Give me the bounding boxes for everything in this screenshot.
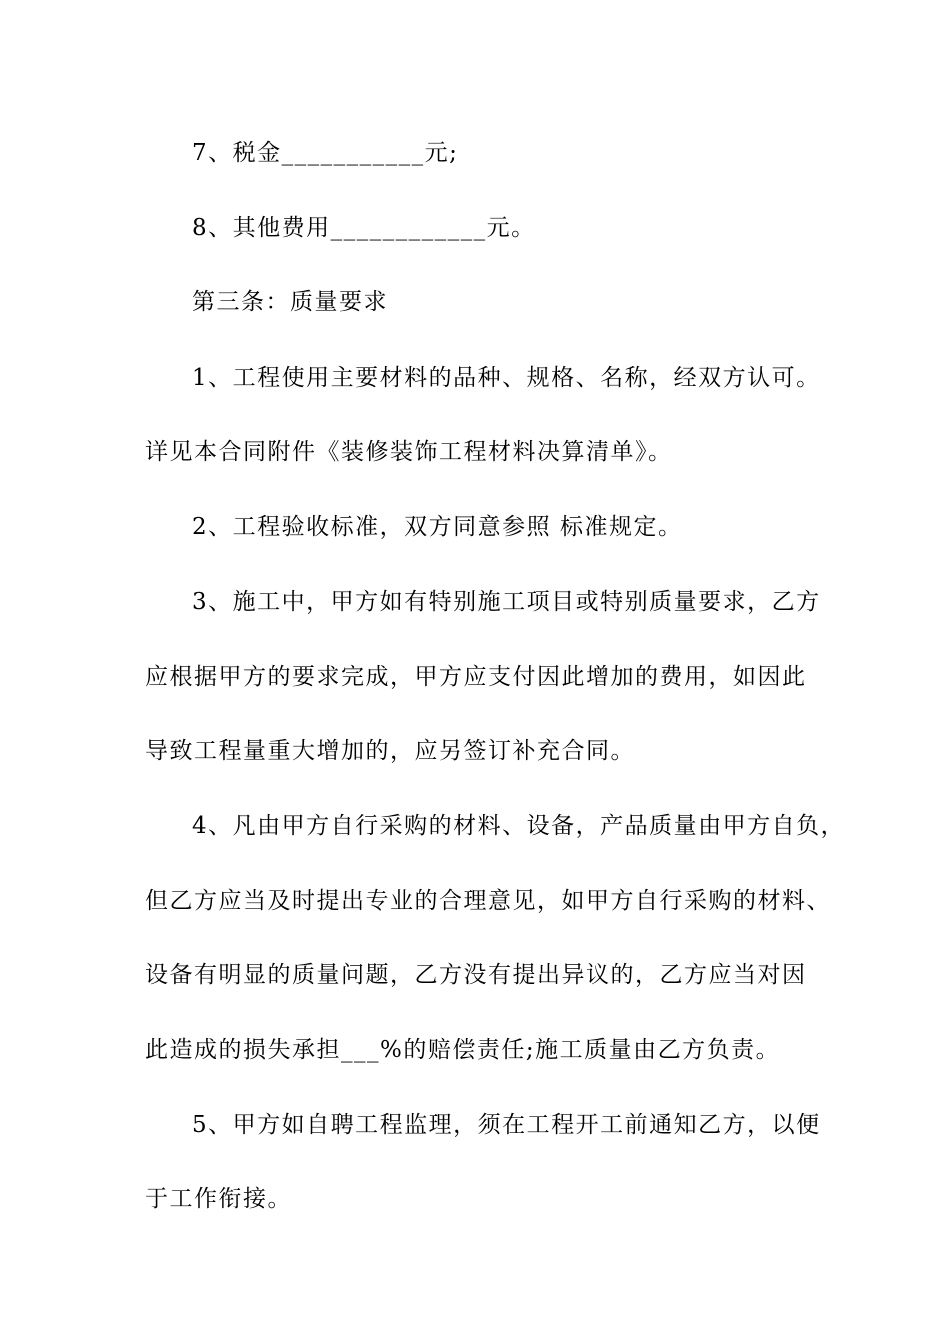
- text-line-other-fees: 8、其他费用____________元。: [192, 215, 536, 241]
- clause-3-line-3: 导致工程量重大增加的，应另签订补充合同。: [145, 738, 635, 764]
- clause-3-line-2: 应根据甲方的要求完成，甲方应支付因此增加的费用，如因此: [145, 664, 807, 690]
- clause-4-line-1: 4、凡由甲方自行采购的材料、设备，产品质量由甲方自负，: [192, 813, 846, 839]
- clause-4-line-3: 设备有明显的质量问题，乙方没有提出异议的，乙方应当对因: [145, 962, 807, 988]
- clause-5-line-1: 5、甲方如自聘工程监理，须在工程开工前通知乙方，以便: [192, 1112, 821, 1138]
- clause-1-line-1: 1、工程使用主要材料的品种、规格、名称，经双方认可。: [192, 365, 821, 391]
- text-line-tax: 7、税金___________元;: [192, 140, 459, 166]
- clause-4-line-2: 但乙方应当及时提出专业的合理意见，如甲方自行采购的材料、: [145, 888, 831, 914]
- clause-4-line-4: 此造成的损失承担___%的赔偿责任;施工质量由乙方负责。: [145, 1037, 781, 1063]
- clause-2-line-1: 2、工程验收标准，双方同意参照 标准规定。: [192, 514, 683, 540]
- clause-1-line-2: 详见本合同附件《装修装饰工程材料决算清单》。: [145, 439, 673, 465]
- clause-3-line-1: 3、施工中，甲方如有特别施工项目或特别质量要求，乙方: [192, 589, 821, 615]
- section-heading-quality: 第三条：质量要求: [192, 289, 388, 315]
- clause-5-line-2: 于工作衔接。: [145, 1186, 292, 1212]
